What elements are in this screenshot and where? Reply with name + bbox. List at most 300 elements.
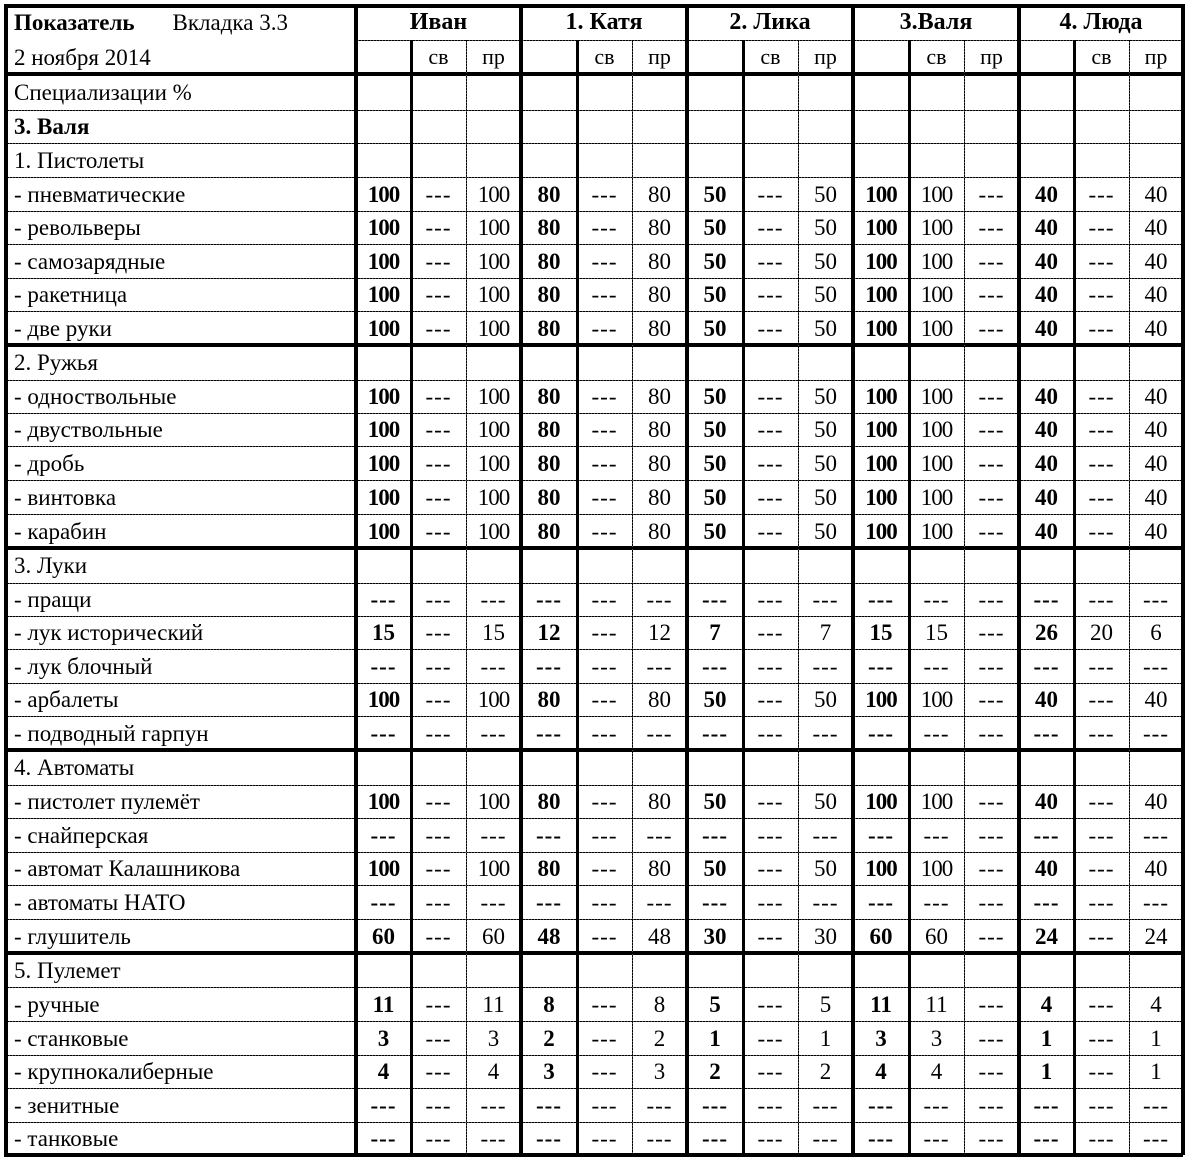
sv-value-cell: --- — [923, 889, 950, 915]
total-value-cell: 100 — [865, 417, 897, 442]
pr-value-cell: 11 — [482, 991, 505, 1017]
sv-value-cell: --- — [757, 991, 784, 1017]
pr-value-cell: 40 — [1144, 282, 1168, 307]
row-label: - одноствольные — [14, 384, 177, 409]
total-value-cell: 100 — [865, 687, 897, 712]
pr-value-cell: --- — [1143, 822, 1169, 848]
pr-value-cell: 80 — [648, 282, 671, 307]
pr-value-cell: 40 — [1144, 687, 1168, 712]
total-value-cell: --- — [1033, 822, 1060, 848]
total-value-cell: --- — [1033, 587, 1060, 612]
sv-value-cell: --- — [425, 587, 452, 612]
pr-value-cell: 50 — [814, 384, 837, 409]
total-value-cell: --- — [702, 889, 728, 915]
sv-value-cell: --- — [425, 1025, 452, 1051]
sv-value-cell: --- — [425, 1092, 452, 1118]
sv-value-cell: --- — [757, 1092, 784, 1118]
pr-value-cell: 40 — [1144, 484, 1168, 510]
row-label: 3. Валя — [14, 114, 90, 139]
total-value-cell: --- — [370, 720, 397, 746]
total-value-cell: 40 — [1035, 789, 1058, 814]
sv-value-cell: --- — [757, 417, 784, 442]
row-label: - арбалеты — [14, 687, 119, 712]
total-value-cell: 40 — [1035, 181, 1058, 207]
sv-value-cell: --- — [591, 1059, 618, 1084]
total-value-cell: 100 — [865, 282, 897, 307]
pr-value-cell: 100 — [477, 315, 510, 341]
sv-value-cell: 3 — [930, 1025, 943, 1051]
total-value-cell: --- — [536, 587, 562, 612]
total-value-cell: 100 — [865, 484, 897, 510]
tab-label: Вкладка 3.3 — [172, 9, 288, 35]
total-value-cell: 26 — [1035, 620, 1058, 645]
grid-line — [4, 649, 1183, 650]
sv-value-cell: --- — [757, 181, 784, 207]
pr-value-cell: 100 — [477, 518, 510, 544]
person-header: Иван — [409, 9, 468, 35]
grid-line — [576, 40, 579, 1155]
total-value-cell: --- — [868, 822, 894, 848]
total-value-cell: 100 — [865, 181, 897, 207]
pr-value-cell: 7 — [819, 620, 832, 645]
grid-line — [4, 852, 1183, 853]
total-value-cell: 100 — [367, 417, 400, 442]
total-value-cell: 100 — [865, 450, 897, 476]
total-value-cell: 80 — [537, 215, 561, 240]
pr-value-cell: 80 — [648, 248, 671, 274]
pr-value-cell: --- — [1143, 889, 1169, 915]
total-value-cell: 100 — [865, 248, 897, 274]
total-value-cell: 40 — [1035, 248, 1058, 274]
sv-value-cell: 100 — [920, 248, 953, 274]
sv-value-cell: --- — [1088, 789, 1115, 814]
sv-value-cell: --- — [591, 315, 618, 341]
pr-value-cell: --- — [812, 720, 839, 746]
total-value-cell: --- — [536, 653, 562, 679]
pr-value-cell: 15 — [482, 620, 505, 645]
pr-value-cell: --- — [646, 1092, 673, 1118]
row-label: - винтовка — [14, 484, 117, 510]
grid-line — [1073, 40, 1076, 1155]
pr-value-cell: --- — [480, 720, 507, 746]
sv-value-cell: --- — [1088, 1025, 1115, 1051]
pr-value-cell: 50 — [814, 450, 837, 476]
total-value-cell: --- — [370, 889, 397, 915]
sub-header-pr: пр — [814, 44, 837, 69]
sv-value-cell: --- — [757, 856, 784, 881]
sv-value-cell: --- — [1088, 822, 1115, 848]
sv-value-cell: --- — [591, 181, 618, 207]
pr-value-cell: --- — [480, 1092, 507, 1118]
sv-value-cell: 100 — [920, 417, 953, 442]
sv-value-cell: --- — [1088, 587, 1115, 612]
pr-value-cell: --- — [812, 1092, 839, 1118]
sv-value-cell: --- — [425, 991, 452, 1017]
sv-value-cell: --- — [923, 720, 950, 746]
total-value-cell: 80 — [537, 687, 561, 712]
grid-line — [4, 683, 1183, 684]
total-value-cell: 5 — [709, 991, 721, 1017]
total-value-cell: --- — [702, 587, 728, 612]
person-header: 4. Люда — [1059, 9, 1143, 35]
total-value-cell: 40 — [1035, 484, 1058, 510]
pr-value-cell: --- — [978, 822, 1005, 848]
total-value-cell: 50 — [703, 384, 727, 409]
row-label: - глушитель — [14, 923, 131, 949]
sub-header-sv: св — [1091, 44, 1112, 69]
total-value-cell: 50 — [703, 518, 727, 544]
total-value-cell: --- — [536, 889, 562, 915]
pr-value-cell: 30 — [814, 923, 837, 949]
pr-value-cell: 100 — [477, 282, 510, 307]
sv-value-cell: --- — [591, 653, 618, 679]
total-value-cell: --- — [370, 822, 397, 848]
grid-line — [4, 818, 1183, 819]
pr-value-cell: --- — [978, 653, 1005, 679]
sv-value-cell: --- — [923, 1126, 950, 1151]
sv-value-cell: --- — [757, 789, 784, 814]
sv-value-cell: --- — [923, 1092, 950, 1118]
total-value-cell: 100 — [865, 789, 897, 814]
sv-value-cell: --- — [425, 417, 452, 442]
total-value-cell: --- — [868, 653, 894, 679]
date-label: 2 ноября 2014 — [14, 44, 151, 70]
sv-value-cell: --- — [425, 215, 452, 240]
sv-value-cell: --- — [425, 248, 452, 274]
sv-value-cell: --- — [591, 923, 618, 949]
sv-value-cell: 100 — [920, 484, 953, 510]
person-header: 2. Лика — [729, 9, 811, 35]
total-value-cell: 24 — [1035, 923, 1058, 949]
grid-line — [4, 143, 1183, 144]
pr-value-cell: 50 — [814, 248, 837, 274]
total-value-cell: 40 — [1035, 687, 1058, 712]
total-value-cell: 80 — [537, 181, 561, 207]
sv-value-cell: --- — [1088, 282, 1115, 307]
pr-value-cell: 40 — [1144, 417, 1168, 442]
grid-line — [4, 72, 1183, 76]
sv-value-cell: --- — [425, 384, 452, 409]
total-value-cell: --- — [536, 720, 562, 746]
pr-value-cell: --- — [812, 1126, 839, 1151]
total-value-cell: --- — [536, 1092, 562, 1118]
grid-line — [4, 446, 1183, 447]
pr-value-cell: --- — [646, 822, 673, 848]
total-value-cell: 50 — [703, 315, 727, 341]
sv-value-cell: --- — [757, 1025, 784, 1051]
pr-value-cell: --- — [978, 181, 1005, 207]
grid-line — [4, 785, 1183, 786]
person-header: 1. Катя — [565, 9, 643, 35]
total-value-cell: 80 — [537, 417, 561, 442]
total-value-cell: --- — [868, 889, 894, 915]
total-value-cell: 4 — [377, 1059, 390, 1084]
row-label: 5. Пулемет — [14, 957, 121, 983]
pr-value-cell: --- — [978, 248, 1005, 274]
sv-value-cell: --- — [757, 1126, 784, 1151]
pr-value-cell: --- — [978, 1126, 1005, 1151]
grid-line — [1129, 40, 1130, 1155]
row-label: - две руки — [14, 315, 112, 341]
total-value-cell: 50 — [703, 789, 727, 814]
pr-value-cell: --- — [812, 653, 839, 679]
pr-value-cell: --- — [978, 518, 1005, 544]
sv-value-cell: --- — [591, 687, 618, 712]
row-label: - лук блочный — [14, 653, 153, 679]
pr-value-cell: 60 — [482, 923, 505, 949]
sv-value-cell: --- — [1088, 720, 1115, 746]
pr-value-cell: 80 — [648, 518, 671, 544]
total-value-cell: 2 — [543, 1025, 555, 1051]
total-value-cell: 3 — [377, 1025, 390, 1051]
row-label: - карабин — [14, 518, 107, 544]
pr-value-cell: 3 — [653, 1059, 666, 1084]
grid-line — [4, 1153, 1183, 1157]
sv-value-cell: 100 — [920, 518, 953, 544]
grid-line — [4, 951, 1183, 955]
pr-value-cell: 80 — [648, 315, 671, 341]
sv-value-cell: --- — [425, 720, 452, 746]
pr-value-cell: --- — [646, 1126, 673, 1151]
sv-value-cell: --- — [591, 789, 618, 814]
total-value-cell: --- — [1033, 653, 1060, 679]
total-value-cell: 1 — [709, 1025, 721, 1051]
grid-line — [4, 311, 1183, 312]
sv-value-cell: --- — [425, 181, 452, 207]
sv-value-cell: 100 — [920, 856, 953, 881]
grid-line — [964, 40, 965, 1155]
pr-value-cell: 50 — [814, 282, 837, 307]
total-value-cell: 50 — [703, 484, 727, 510]
pr-value-cell: --- — [978, 1025, 1005, 1051]
sv-value-cell: --- — [425, 484, 452, 510]
total-value-cell: 40 — [1035, 417, 1058, 442]
row-label: - крупнокалиберные — [14, 1059, 214, 1084]
row-label: 3. Луки — [14, 553, 88, 578]
grid-line — [4, 1088, 1183, 1089]
grid-line — [4, 1122, 1183, 1123]
sv-value-cell: --- — [1088, 384, 1115, 409]
sv-value-cell: --- — [425, 789, 452, 814]
grid-line — [4, 583, 1183, 584]
grid-line — [356, 40, 1183, 41]
sv-value-cell: --- — [425, 923, 452, 949]
sv-value-cell: 100 — [920, 215, 953, 240]
total-value-cell: 100 — [367, 181, 400, 207]
pr-value-cell: --- — [978, 450, 1005, 476]
total-value-cell: --- — [868, 1092, 894, 1118]
pr-value-cell: --- — [978, 923, 1005, 949]
pr-value-cell: --- — [480, 587, 507, 612]
grid-line — [4, 413, 1183, 414]
pr-value-cell: --- — [978, 720, 1005, 746]
sv-value-cell: --- — [1088, 484, 1115, 510]
sv-value-cell: --- — [425, 620, 452, 645]
total-value-cell: 80 — [537, 282, 561, 307]
grid-line — [4, 4, 8, 1155]
sub-header-pr: пр — [1144, 44, 1168, 69]
pr-value-cell: --- — [480, 822, 507, 848]
pr-value-cell: 50 — [814, 417, 837, 442]
pr-value-cell: 100 — [477, 789, 510, 814]
grid-line — [4, 1055, 1183, 1056]
pr-value-cell: 80 — [648, 384, 671, 409]
pr-value-cell: 50 — [814, 687, 837, 712]
pr-value-cell: --- — [646, 653, 673, 679]
indicator-label: Показатель — [14, 9, 135, 35]
sub-header-sv: св — [760, 44, 781, 69]
pr-value-cell: 80 — [648, 181, 671, 207]
sv-value-cell: --- — [425, 822, 452, 848]
pr-value-cell: 100 — [477, 417, 510, 442]
sv-value-cell: 100 — [920, 282, 953, 307]
total-value-cell: 50 — [703, 248, 727, 274]
total-value-cell: 100 — [367, 215, 400, 240]
sv-value-cell: --- — [1088, 518, 1115, 544]
sv-value-cell: --- — [1088, 889, 1115, 915]
sv-value-cell: 100 — [920, 384, 953, 409]
pr-value-cell: --- — [1143, 720, 1169, 746]
row-label: - пневматические — [14, 181, 186, 207]
pr-value-cell: 100 — [477, 856, 510, 881]
pr-value-cell: 40 — [1144, 789, 1168, 814]
sv-value-cell: --- — [591, 450, 618, 476]
grid-line — [4, 480, 1183, 481]
total-value-cell: --- — [370, 1092, 397, 1118]
pr-value-cell: --- — [480, 889, 507, 915]
pr-value-cell: --- — [812, 587, 839, 612]
sv-value-cell: --- — [757, 315, 784, 341]
pr-value-cell: --- — [978, 789, 1005, 814]
total-value-cell: 60 — [869, 923, 893, 949]
pr-value-cell: 80 — [648, 687, 671, 712]
pr-value-cell: --- — [978, 417, 1005, 442]
sv-value-cell: --- — [591, 282, 618, 307]
grid-line — [4, 343, 1183, 347]
grid-line — [4, 211, 1183, 212]
sv-value-cell: 100 — [920, 789, 953, 814]
row-label: - пистолет пулемёт — [14, 789, 200, 814]
row-label: - автомат Калашникова — [14, 856, 241, 881]
total-value-cell: 12 — [537, 620, 561, 645]
pr-value-cell: 100 — [477, 450, 510, 476]
pr-value-cell: --- — [978, 687, 1005, 712]
sv-value-cell: --- — [757, 450, 784, 476]
sv-value-cell: --- — [425, 1126, 452, 1151]
total-value-cell: 1 — [1040, 1059, 1053, 1084]
pr-value-cell: --- — [978, 282, 1005, 307]
sv-value-cell: --- — [757, 889, 784, 915]
sv-value-cell: --- — [425, 653, 452, 679]
sv-value-cell: --- — [1088, 315, 1115, 341]
sv-value-cell: 100 — [920, 687, 953, 712]
grid-line — [4, 748, 1183, 752]
row-label: - станковые — [14, 1025, 129, 1051]
pr-value-cell: 50 — [814, 518, 837, 544]
total-value-cell: 50 — [703, 450, 727, 476]
pr-value-cell: 80 — [648, 789, 671, 814]
pr-value-cell: 80 — [648, 484, 671, 510]
total-value-cell: 40 — [1035, 450, 1058, 476]
total-value-cell: 50 — [703, 687, 727, 712]
sv-value-cell: --- — [757, 653, 784, 679]
total-value-cell: 2 — [709, 1059, 721, 1084]
total-value-cell: --- — [702, 720, 728, 746]
sub-header-pr: пр — [482, 44, 505, 69]
pr-value-cell: 24 — [1144, 923, 1168, 949]
row-label: - зенитные — [14, 1092, 120, 1118]
sv-value-cell: --- — [757, 687, 784, 712]
total-value-cell: 30 — [703, 923, 727, 949]
pr-value-cell: 2 — [653, 1025, 666, 1051]
sv-value-cell: --- — [425, 282, 452, 307]
total-value-cell: --- — [370, 587, 397, 612]
grid-line — [4, 885, 1183, 886]
sv-value-cell: --- — [757, 923, 784, 949]
pr-value-cell: --- — [978, 889, 1005, 915]
total-value-cell: 100 — [865, 518, 897, 544]
sub-header-pr: пр — [980, 44, 1003, 69]
total-value-cell: 100 — [367, 856, 400, 881]
sv-value-cell: --- — [757, 822, 784, 848]
total-value-cell: 40 — [1035, 856, 1058, 881]
pr-value-cell: 40 — [1144, 384, 1168, 409]
grid-line — [908, 40, 911, 1155]
total-value-cell: 48 — [537, 923, 561, 949]
specializations-table — [4, 4, 1183, 1156]
total-value-cell: 80 — [537, 315, 561, 341]
pr-value-cell: --- — [978, 587, 1005, 612]
sv-value-cell: --- — [757, 248, 784, 274]
grid-line — [4, 4, 1183, 8]
pr-value-cell: 40 — [1144, 518, 1168, 544]
row-label: - подводный гарпун — [14, 720, 209, 746]
row-label: - двуствольные — [14, 417, 163, 442]
total-value-cell: 100 — [367, 518, 400, 544]
pr-value-cell: 1 — [1150, 1059, 1162, 1084]
sv-value-cell: --- — [591, 822, 618, 848]
grid-line — [798, 40, 799, 1155]
total-value-cell: 3 — [543, 1059, 555, 1084]
header-indicator-cell — [4, 4, 356, 40]
pr-value-cell: 50 — [814, 856, 837, 881]
pr-value-cell: 50 — [814, 484, 837, 510]
sv-value-cell: --- — [425, 687, 452, 712]
row-label: - пращи — [14, 587, 92, 612]
sv-value-cell: --- — [591, 1025, 618, 1051]
total-value-cell: 4 — [1040, 991, 1053, 1017]
total-value-cell: 80 — [537, 789, 561, 814]
sub-header-pr: пр — [648, 44, 671, 69]
sv-value-cell: --- — [591, 1126, 618, 1151]
total-value-cell: 1 — [1040, 1025, 1053, 1051]
pr-value-cell: 50 — [814, 315, 837, 341]
sv-value-cell: --- — [591, 518, 618, 544]
sv-value-cell: --- — [591, 384, 618, 409]
sv-value-cell: 100 — [920, 450, 953, 476]
total-value-cell: 100 — [367, 687, 400, 712]
total-value-cell: --- — [1033, 1126, 1060, 1151]
total-value-cell: 15 — [869, 620, 893, 645]
total-value-cell: 100 — [367, 315, 400, 341]
grid-line — [4, 514, 1183, 515]
sv-value-cell: --- — [923, 653, 950, 679]
pr-value-cell: 100 — [477, 687, 510, 712]
total-value-cell: --- — [868, 587, 894, 612]
pr-value-cell: --- — [812, 822, 839, 848]
sv-value-cell: --- — [1088, 181, 1115, 207]
pr-value-cell: --- — [978, 384, 1005, 409]
